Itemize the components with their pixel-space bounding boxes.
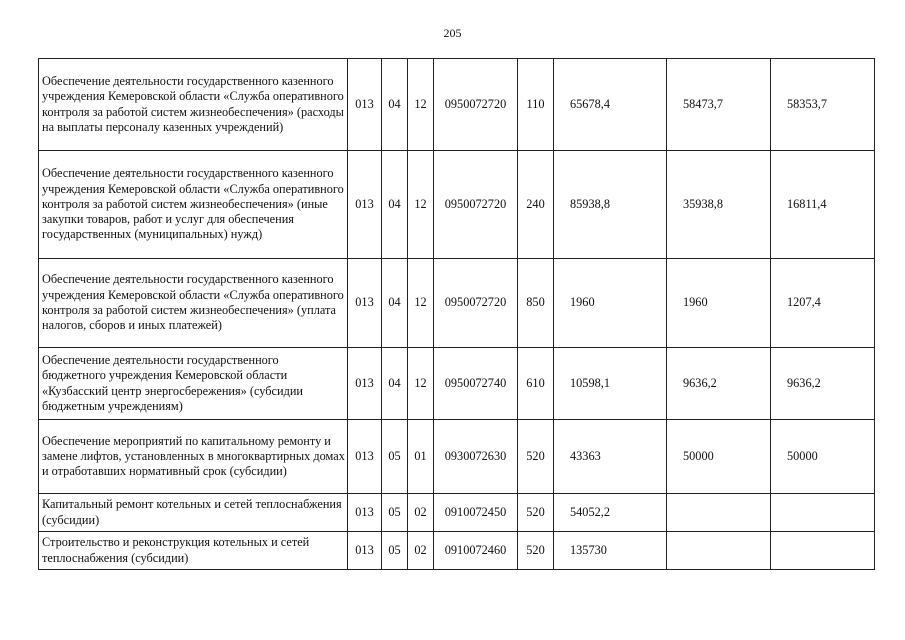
section-code: 05 [382,420,408,494]
amount-year-2 [667,532,771,570]
amount-year-1: 54052,2 [554,494,667,532]
target-article-code: 0950072720 [434,151,518,259]
expense-type-code: 520 [518,420,554,494]
row-description: Обеспечение деятельности государственного казенного учреждения Кемеровской области «Служба оперативного контроля за работой систем жизнеобеспечения» (иные закупки товаров, работ и услуг для обеспечения государственных (муниципальных) нужд) [39,151,348,259]
section-code: 05 [382,532,408,570]
target-article-code: 0950072740 [434,348,518,420]
row-description: Обеспечение деятельности государственного бюджетного учреждения Кемеровской области «Кузбасский центр энергосбережения» (субсидии бюджетным учреждениям) [39,348,348,420]
subsection-code: 01 [408,420,434,494]
target-article-code: 0950072720 [434,59,518,151]
table-row [39,348,875,420]
amount-year-2: 35938,8 [667,151,771,259]
ministry-code: 013 [348,59,382,151]
amount-year-3: 16811,4 [771,151,875,259]
amount-year-3: 1207,4 [771,259,875,348]
target-article-code: 0950072720 [434,259,518,348]
ministry-code: 013 [348,494,382,532]
amount-year-3: 50000 [771,420,875,494]
ministry-code: 013 [348,259,382,348]
subsection-code: 02 [408,532,434,570]
amount-year-3 [771,494,875,532]
amount-year-1: 10598,1 [554,348,667,420]
ministry-code: 013 [348,348,382,420]
amount-year-2 [667,494,771,532]
row-description: Строительство и реконструкция котельных и сетей теплоснабжения (субсидии) [39,532,348,570]
ministry-code: 013 [348,532,382,570]
row-description: Обеспечение деятельности государственного казенного учреждения Кемеровской области «Служба оперативного контроля за работой систем жизнеобеспечения» (расходы на выплаты персоналу казенных учреждений) [39,59,348,151]
expense-type-code: 240 [518,151,554,259]
amount-year-1: 1960 [554,259,667,348]
table-row [39,532,875,570]
table-row [39,59,875,151]
amount-year-3: 9636,2 [771,348,875,420]
section-code: 04 [382,348,408,420]
expense-type-code: 520 [518,494,554,532]
amount-year-2: 50000 [667,420,771,494]
expense-type-code: 110 [518,59,554,151]
amount-year-3 [771,532,875,570]
expense-type-code: 850 [518,259,554,348]
amount-year-2: 1960 [667,259,771,348]
page-number: 205 [443,26,462,40]
expense-type-code: 610 [518,348,554,420]
target-article-code: 0930072630 [434,420,518,494]
amount-year-3: 58353,7 [771,59,875,151]
amount-year-1: 135730 [554,532,667,570]
table-row [39,420,875,494]
table-row [39,259,875,348]
amount-year-1: 85938,8 [554,151,667,259]
amount-year-1: 43363 [554,420,667,494]
budget-table [38,58,875,570]
amount-year-1: 65678,4 [554,59,667,151]
ministry-code: 013 [348,151,382,259]
section-code: 04 [382,151,408,259]
row-description: Обеспечение мероприятий по капитальному ремонту и замене лифтов, установленных в многоквартирных домах и отработавших нормативный срок (субсидии) [39,420,348,494]
row-description: Капитальный ремонт котельных и сетей теплоснабжения (субсидии) [39,494,348,532]
subsection-code: 12 [408,259,434,348]
amount-year-2: 9636,2 [667,348,771,420]
ministry-code: 013 [348,420,382,494]
subsection-code: 12 [408,348,434,420]
table-row [39,494,875,532]
subsection-code: 12 [408,59,434,151]
table-row [39,151,875,259]
section-code: 05 [382,494,408,532]
target-article-code: 0910072460 [434,532,518,570]
amount-year-2: 58473,7 [667,59,771,151]
subsection-code: 02 [408,494,434,532]
subsection-code: 12 [408,151,434,259]
section-code: 04 [382,59,408,151]
row-description: Обеспечение деятельности государственного казенного учреждения Кемеровской области «Служба оперативного контроля за работой систем жизнеобеспечения» (уплата налогов, сборов и иных платежей) [39,259,348,348]
expense-type-code: 520 [518,532,554,570]
section-code: 04 [382,259,408,348]
target-article-code: 0910072450 [434,494,518,532]
